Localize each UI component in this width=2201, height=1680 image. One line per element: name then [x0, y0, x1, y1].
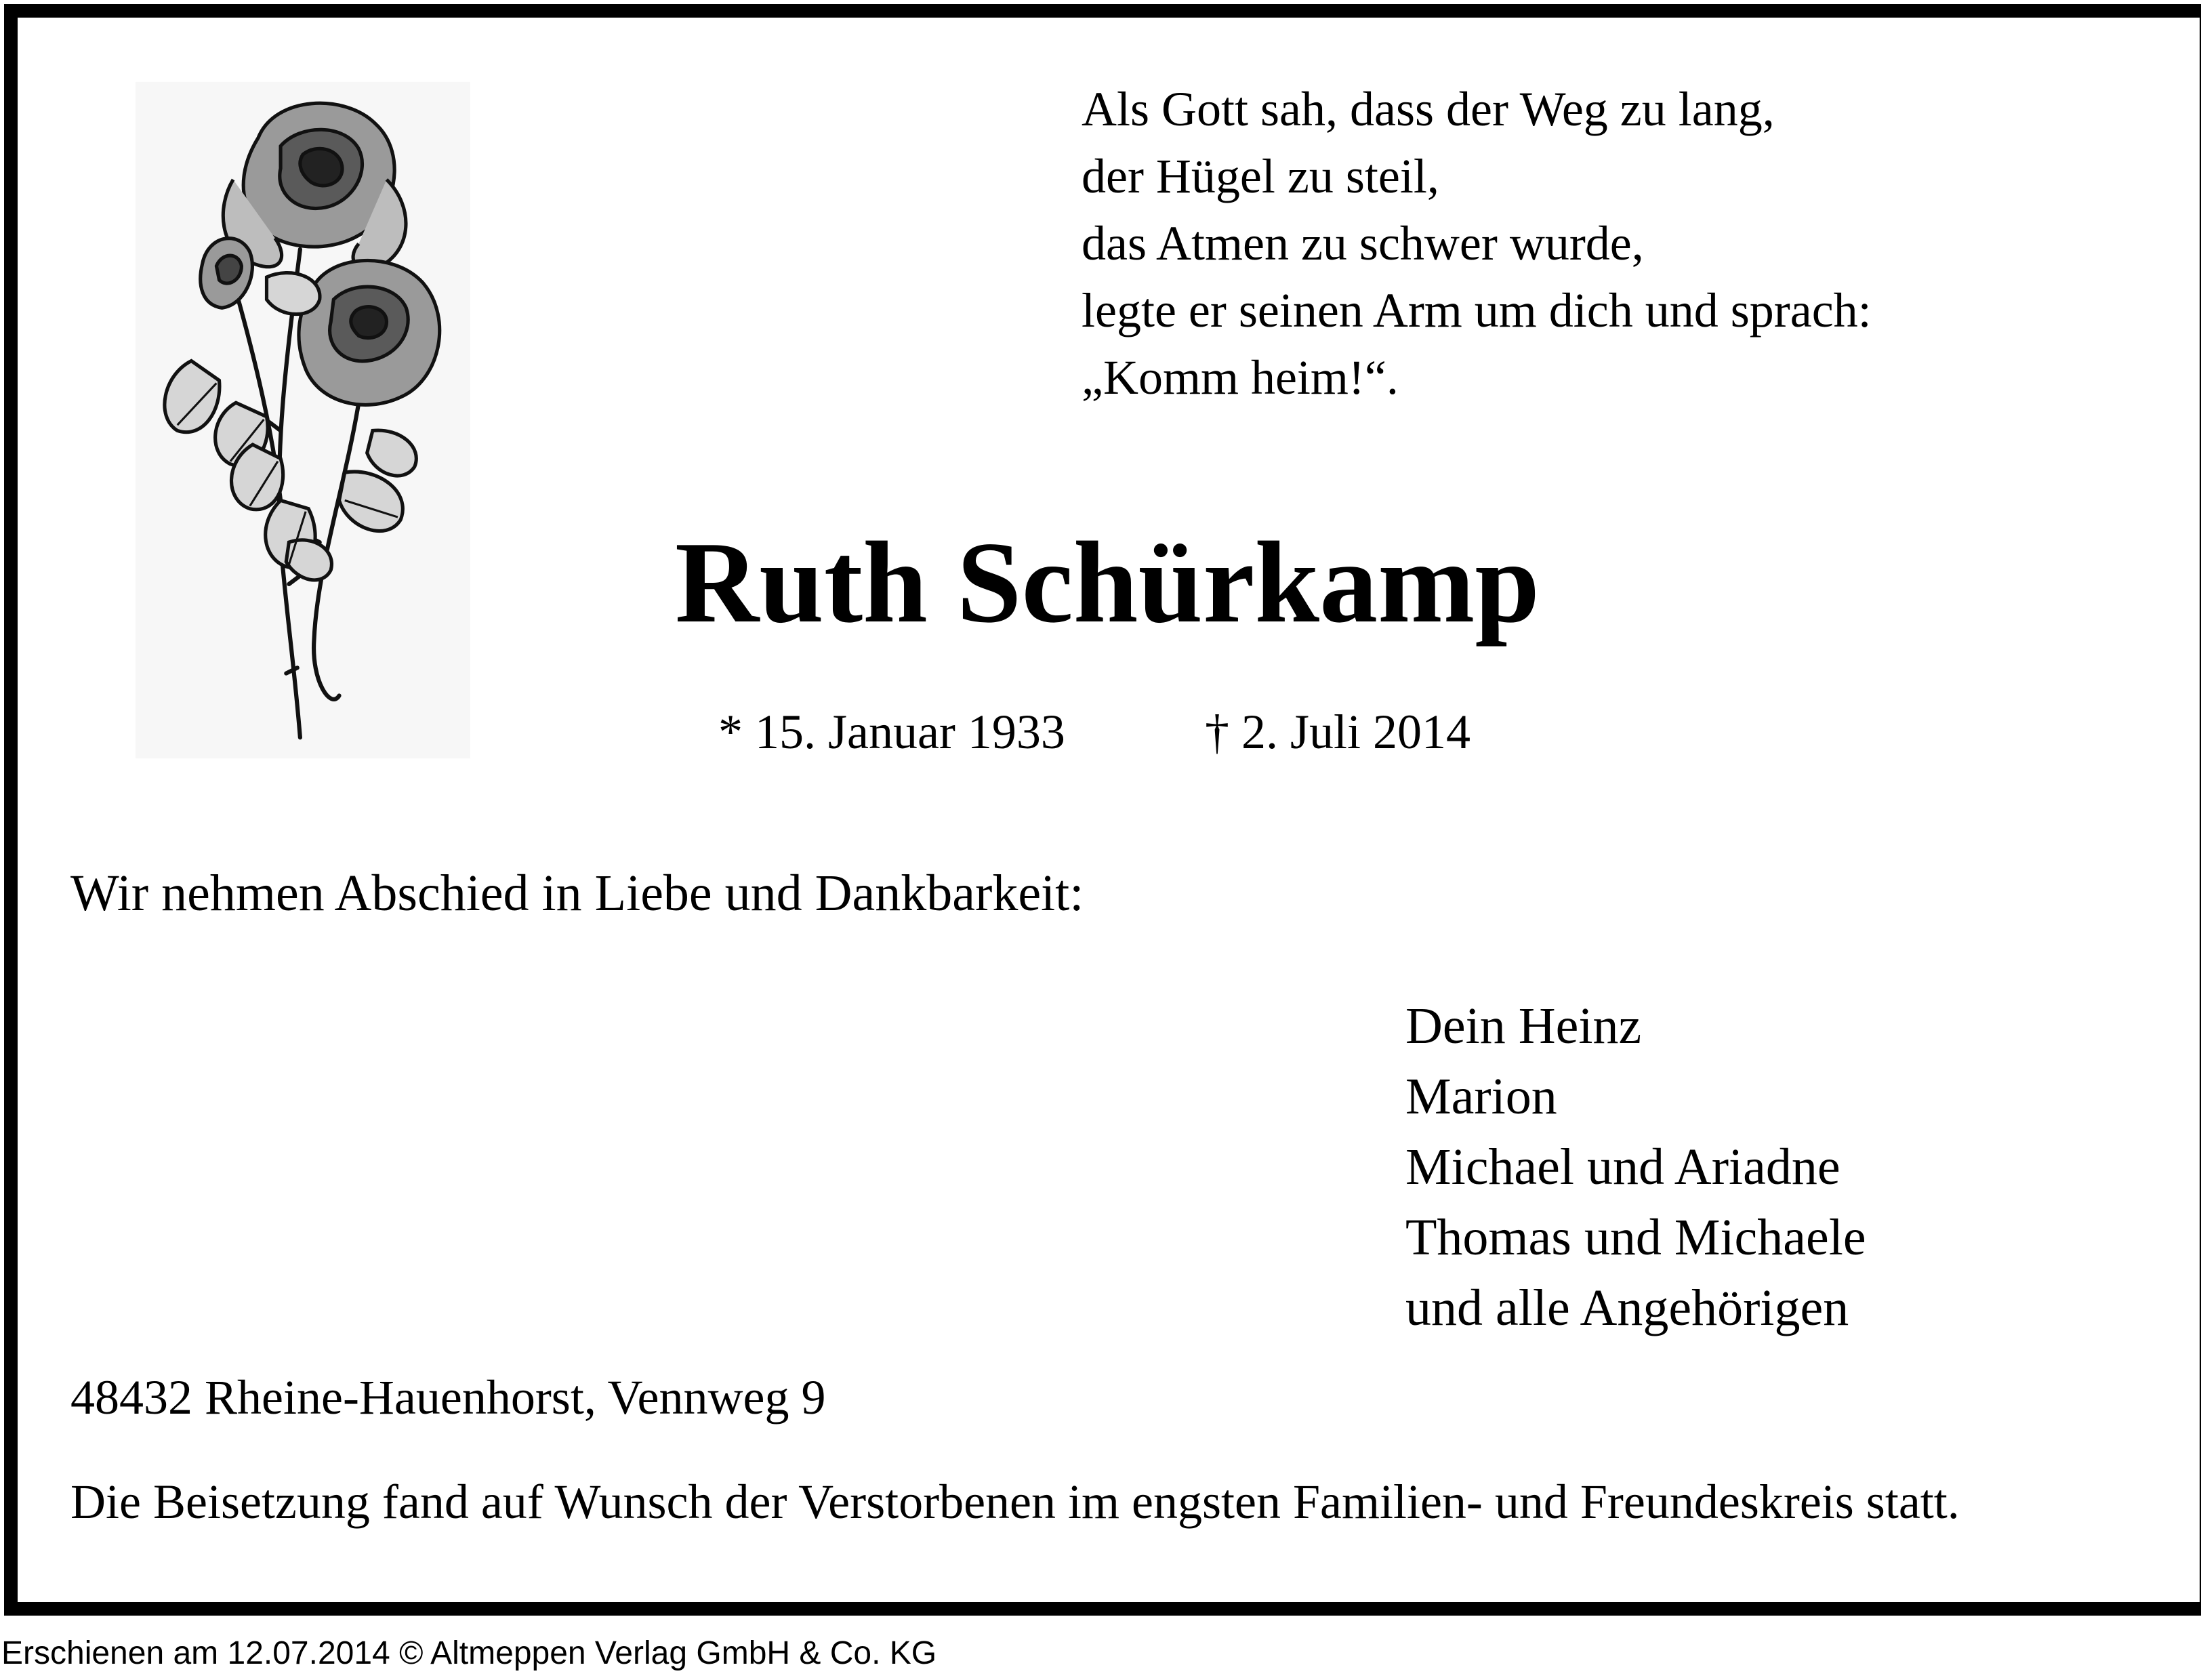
funeral-notice: Die Beisetzung fand auf Wunsch der Verstorbenen im engsten Familien- und Freundeskreis statt.: [70, 1475, 1960, 1529]
mourner-item: Michael und Ariadne: [1405, 1139, 1840, 1195]
birth-date: * 15. Januar 1933: [718, 705, 1065, 759]
poem-line: der Hügel zu steil,: [1082, 149, 1439, 203]
rose-icon: [136, 81, 470, 759]
mourners-list: [1405, 991, 1866, 1343]
poem-line: das Atmen zu schwer wurde,: [1082, 216, 1644, 270]
poem-line: „Komm heim!“.: [1082, 350, 1399, 405]
mourner-item: Dein Heinz: [1405, 998, 1642, 1054]
mourner-item: Marion: [1405, 1068, 1557, 1125]
poem-line: legte er seinen Arm um dich und sprach:: [1082, 283, 1872, 337]
mourner-item: Thomas und Michaele: [1405, 1209, 1866, 1266]
mourner-item: und alle Angehörigen: [1405, 1279, 1849, 1336]
farewell-text: Wir nehmen Abschied in Liebe und Dankbarkeit:: [70, 865, 1084, 922]
address: 48432 Rheine-Hauenhorst, Vennweg 9: [70, 1370, 826, 1425]
publication-footer: Erschienen am 12.07.2014 © Altmeppen Verlag GmbH & Co. KG: [1, 1635, 937, 1671]
deceased-name: Ruth Schürkamp: [675, 518, 1540, 647]
poem: [1082, 76, 1872, 411]
death-date: † 2. Juli 2014: [1205, 705, 1471, 759]
poem-line: Als Gott sah, dass der Weg zu lang,: [1082, 82, 1775, 136]
